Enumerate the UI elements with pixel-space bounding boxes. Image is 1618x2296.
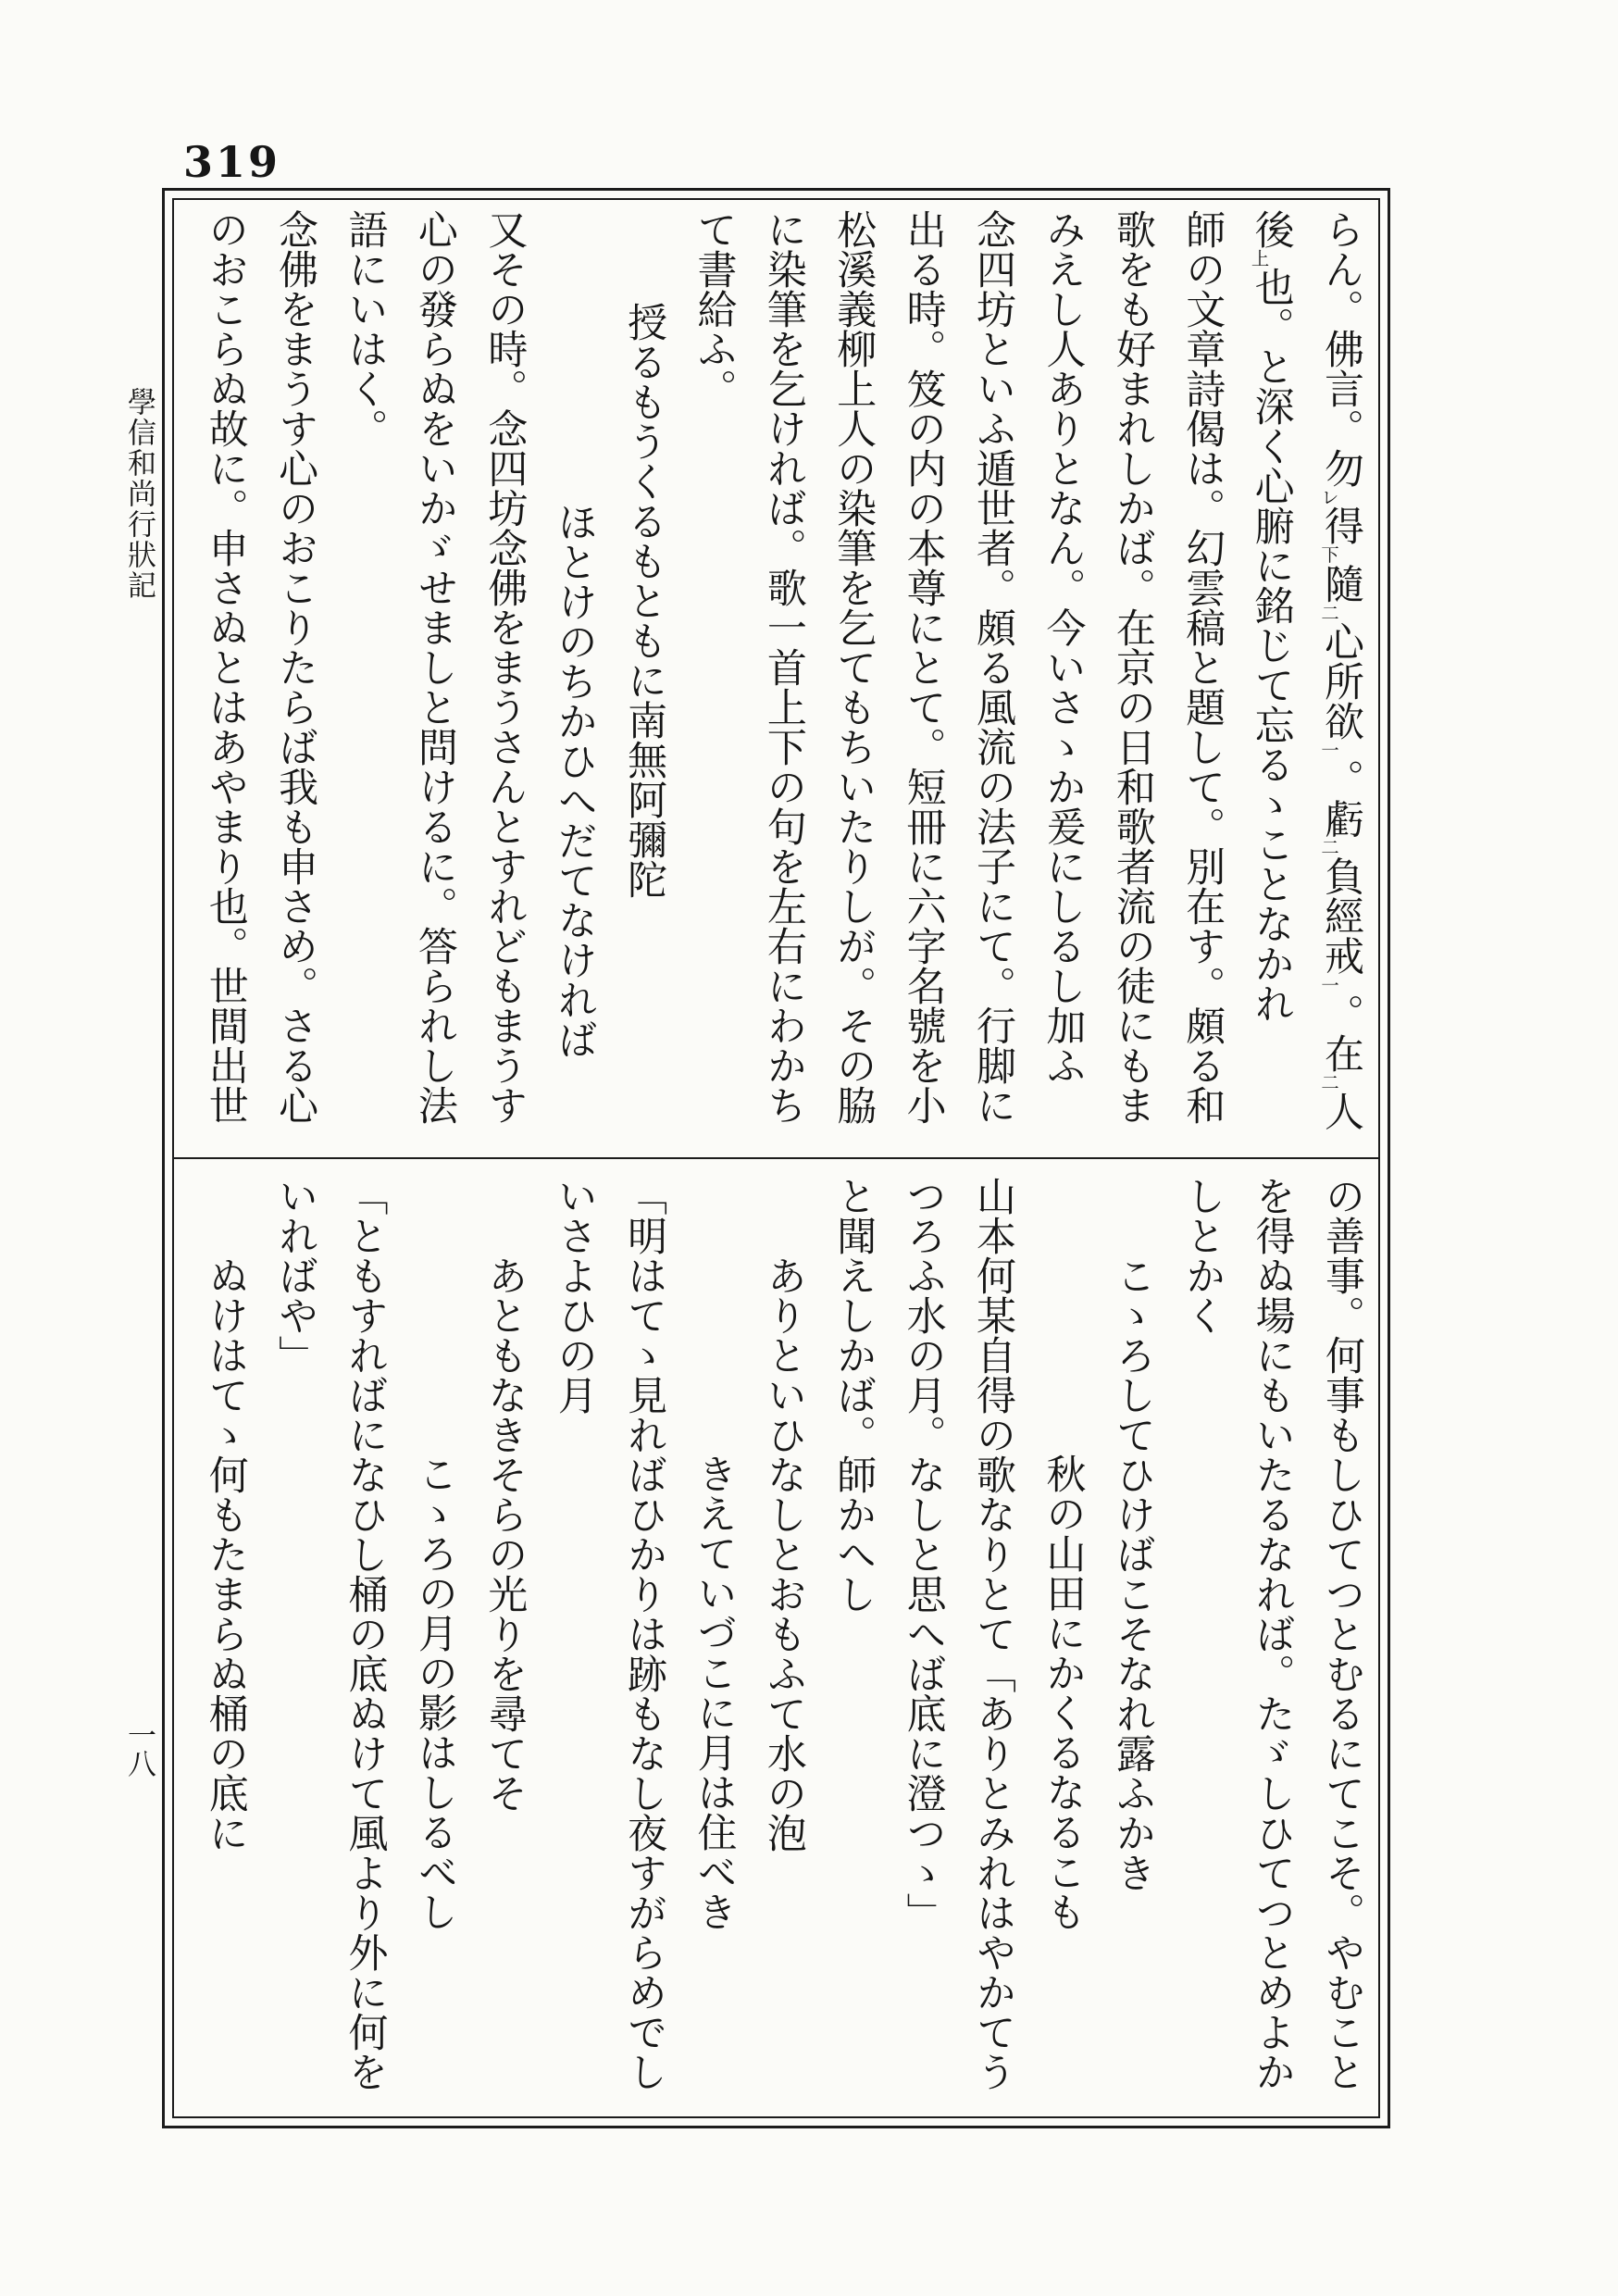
upper-column-2 <box>1237 209 1306 1150</box>
column-text: に染筆を乞ければ。歌一首上下の句を左右にわかち <box>760 209 807 1125</box>
kunten-mark: 二 <box>1318 1073 1339 1092</box>
lower-column-7 <box>888 1176 957 2115</box>
column-text: 出る時。笈の内の本尊にとて。短冊に六字名號を小 <box>900 209 947 1125</box>
kunten-mark: 一 <box>1318 741 1339 759</box>
column-text: いればや」 <box>272 1176 319 1375</box>
lower-column-2 <box>1237 1176 1306 2115</box>
column-text: 念四坊といふ遁世者。頗る風流の法子にて。行脚に <box>970 209 1017 1125</box>
column-text: て書給ふ。 <box>691 209 738 408</box>
upper-column-4 <box>1097 209 1166 1150</box>
column-text: 也。と深く心腑に銘じて忘るゝことなかれ <box>1248 267 1295 1024</box>
column-text: つろふ水の月。なしと思へば底に澄つゝ」 <box>900 1176 947 1932</box>
page-number: 319 <box>183 137 281 187</box>
column-text: 得 <box>1318 505 1364 546</box>
lower-column-9-poem <box>748 1176 817 2115</box>
column-text: 「明はてゝ見ればひかりは跡もなし夜すがらめでし <box>621 1176 668 2091</box>
upper-column-17 <box>190 209 259 1150</box>
upper-column-3 <box>1167 209 1237 1150</box>
column-text: ぬけはてゝ何もたまらぬ桶の底に <box>202 1255 249 1853</box>
column-text: 秋の山田にかくるなるこも <box>1039 1454 1087 1931</box>
column-text: ほとけのちかひへだてなければ <box>551 502 598 1059</box>
lower-column-15 <box>330 1176 399 2115</box>
kunten-mark: 下 <box>1318 545 1339 564</box>
column-text: きえていづこに月は住べき <box>691 1454 738 1931</box>
column-text: こゝろしてひけばこそなれ露ふかき <box>1109 1255 1156 1892</box>
lower-column-4-poem <box>1097 1176 1166 2115</box>
column-text: いさよひの月 <box>551 1176 598 1415</box>
upper-column-13 <box>469 209 539 1150</box>
lower-column-11 <box>609 1176 678 2115</box>
column-text: こゝろの月の影はしるべし <box>411 1454 458 1931</box>
kunten-mark: 一 <box>1318 975 1339 994</box>
kunten-mark: 上 <box>1248 249 1270 268</box>
upper-column-8 <box>818 209 888 1150</box>
running-title: 學信和尚行狀記 <box>122 387 156 601</box>
column-text: 。虧 <box>1318 758 1364 839</box>
lower-column-13-poem <box>469 1176 539 2115</box>
upper-column-5 <box>1027 209 1097 1150</box>
upper-column-1 <box>1307 209 1376 1150</box>
column-text: 授るもうくるもともに南無阿彌陀 <box>621 302 668 899</box>
column-text: 心所欲 <box>1318 621 1364 742</box>
lower-column-6 <box>958 1176 1027 2115</box>
column-text: 念佛をまうす心のおこりたらば我も申さめ。さる心 <box>272 209 319 1125</box>
upper-column-7 <box>888 209 957 1150</box>
column-text: 又その時。念四坊念佛をまうさんとすれどもまうす <box>481 209 529 1125</box>
kunten-mark: 二 <box>1318 603 1339 622</box>
upper-column-9 <box>748 209 817 1150</box>
column-text: 語にいはく。 <box>342 209 389 448</box>
upper-column-6 <box>958 209 1027 1150</box>
lower-column-16 <box>260 1176 330 2115</box>
column-text: 。在 <box>1318 993 1364 1074</box>
lower-column-10-poem <box>678 1176 748 2115</box>
column-text: と聞えしかば。師かへし <box>830 1176 877 1614</box>
column-text: みえし人ありとなん。今いさゝか爰にしるし加ふ <box>1039 209 1087 1085</box>
upper-column-16 <box>260 209 330 1150</box>
upper-column-15 <box>330 209 399 1150</box>
column-text: の善事。何事もしひてつとむるにてこそ。やむこと <box>1319 1176 1365 2091</box>
column-text: あともなきそらの光りを尋てそ <box>481 1255 529 1813</box>
column-text: 後 <box>1248 209 1295 249</box>
lower-column-3 <box>1167 1176 1237 2115</box>
column-text: 「ともすればになひし桶の底ぬけて風より外に何を <box>342 1176 389 2091</box>
column-text: しとかく <box>1179 1176 1226 1335</box>
column-text: らん。佛言。勿 <box>1318 209 1364 488</box>
lower-column-1 <box>1307 1176 1376 2115</box>
lower-column-17-poem <box>190 1176 259 2115</box>
kunten-mark: 二 <box>1318 838 1339 856</box>
upper-text-block <box>190 209 1376 1150</box>
upper-column-14 <box>400 209 469 1150</box>
lower-text-block <box>190 1176 1376 2115</box>
column-text: 人 <box>1318 1091 1364 1131</box>
lower-column-5-poem <box>1027 1176 1097 2115</box>
lower-column-14-poem <box>400 1176 469 2115</box>
column-text: ありといひなしとおもふて水の泡 <box>760 1255 807 1853</box>
upper-column-10 <box>678 209 748 1150</box>
column-text: 師の文章詩偈は。幻雲稿と題して。別在す。頗る和 <box>1179 209 1226 1125</box>
column-text: 歌をも好まれしかば。在京の日和歌者流の徒にもま <box>1109 209 1156 1125</box>
kunten-mark: レ <box>1318 488 1339 506</box>
column-text: 心の發らぬをいかゞせましと問けるに。答られし法 <box>411 209 458 1125</box>
section-divider <box>172 1157 1380 1159</box>
column-text: 隨 <box>1318 563 1364 604</box>
column-text: 山本何某自得の歌なりとて「ありとみれはやかてう <box>970 1176 1017 2091</box>
lower-column-12 <box>539 1176 608 2115</box>
column-text: 負經戒 <box>1318 855 1364 976</box>
folio-number: 一八 <box>122 1720 156 1778</box>
column-text: を得ぬ場にもいたるなれば。たゞしひてつとめよか <box>1249 1176 1296 2091</box>
column-text: 松溪義柳上人の染筆を乞てもちいたりしが。その脇 <box>830 209 877 1125</box>
upper-column-12-poem <box>539 209 608 1150</box>
lower-column-8 <box>818 1176 888 2115</box>
column-text: のおこらぬ故に。申さぬとはあやまり也。世間出世 <box>202 209 249 1125</box>
upper-column-11-poem <box>609 209 678 1150</box>
